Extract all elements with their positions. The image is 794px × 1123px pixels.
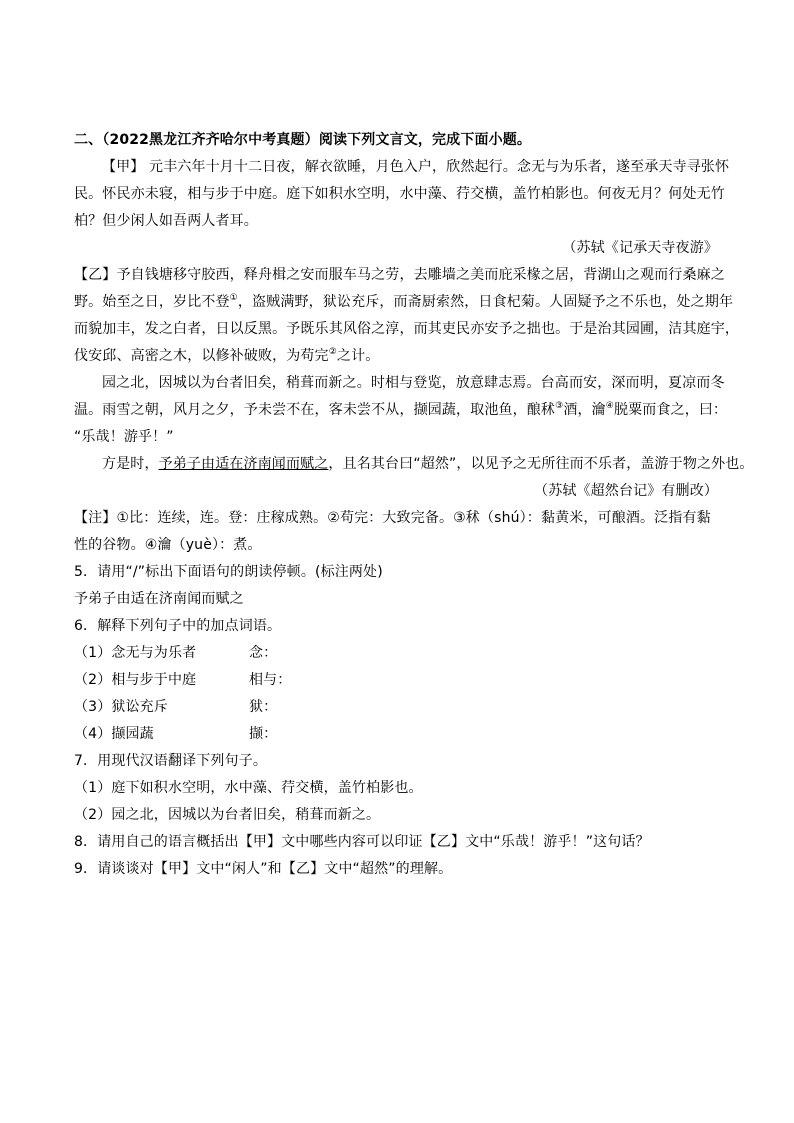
passage-b-text: 温。雨雪之朝，风月之夕，予未尝不在，客未尝不从，撷园蔬，取池鱼，酿秫 <box>74 402 556 418</box>
underlined-sentence: 予弟子由适在济南闻而赋之 <box>158 456 329 472</box>
footnote-marker-4: ④ <box>605 401 614 411</box>
passage-a-line-2: 民。怀民亦未寝，相与步于中庭。庭下如积水空明，水中藻、荇交横，盖竹柏影也。何夜无月？何处无竹 <box>74 186 725 202</box>
passage-a-line-1: 【甲】 元丰六年十月十二日夜，解衣欲睡，月色入户，欣然起行。念无与为乐者，遂至承天寺寻张怀 <box>102 159 730 175</box>
passage-b-text: 酒，瀹 <box>563 402 606 418</box>
passage-b-text: ，盗贼满野，狱讼充斥，而斋厨索然，日食杞菊。人固疑予之不乐也，处之期年 <box>237 294 734 310</box>
q6-word: 相与： <box>249 672 292 688</box>
passage-b-line-1: 【乙】予自钱塘移守胶西，释舟楫之安而服车马之劳，去雕墙之美而庇采椽之居，背湖山之观而行桑麻之 <box>74 267 725 283</box>
footnote-marker-3: ③ <box>555 401 564 411</box>
q6-sentence: （3）狱讼充斥 <box>74 699 168 715</box>
q6-sentence: （1）念无与为乐者 <box>74 645 197 661</box>
passage-a-line-3: 柏？但少闲人如吾两人者耳。 <box>74 213 258 229</box>
question-5-prompt: 5．请用“/”标出下面语句的朗读停顿。(标注两处) <box>74 564 383 580</box>
question-7-item-1: （1）庭下如积水空明，水中藻、荇交横，盖竹柏影也。 <box>74 780 423 796</box>
question-6-item-1 <box>74 640 724 667</box>
q6-sentence: （4）撷园蔬 <box>74 726 154 742</box>
question-5-sentence: 予弟子由适在济南闻而赋之 <box>74 591 244 607</box>
passage-b-text: ，且名其台曰“超然”，以见予之无所往而不乐者，盖游于物之外也。 <box>328 456 754 472</box>
notes-line-1: 【注】①比：连续，连。登：庄稼成熟。②苟完：大致完备。③秫（shú）：黏黄米，可酿酒。泛指有黏 <box>74 510 711 526</box>
passage-b-line-2 <box>74 289 734 316</box>
passage-b-p2-line-3: “乐哉！游乎！” <box>74 429 174 445</box>
passage-b-text: 脱粟而食之，曰： <box>614 402 728 418</box>
passage-b-line-3: 而貌加丰，发之白者，日以反黑。予既乐其风俗之淳，而其吏民亦安予之拙也。于是治其园圃，洁其庭宇， <box>74 321 740 337</box>
footnote-marker-1: ① <box>229 293 238 303</box>
q6-word: 念： <box>249 645 278 661</box>
passage-b-text: 伐安邱、高密之木，以修补破败，为苟完 <box>74 348 329 364</box>
question-6-prompt: 6．解释下列句子中的加点词语。 <box>74 618 282 634</box>
passage-b-source: （苏轼《超然台记》有删改） <box>534 483 718 499</box>
passage-b-text: 之计。 <box>336 348 380 364</box>
question-8: 8．请用自己的语言概括出【甲】文中哪些内容可以印证【乙】文中“乐哉！游乎！”这句话？ <box>74 834 650 850</box>
question-7-prompt: 7．用现代汉语翻译下列句子。 <box>74 753 268 769</box>
question-6-item-2 <box>74 667 724 694</box>
q6-word: 撷： <box>249 726 278 742</box>
question-9: 9．请谈谈对【甲】文中“闲人”和【乙】文中“超然”的理解。 <box>74 861 453 877</box>
passage-b-p2-line-2 <box>74 397 728 424</box>
section-title: 二、（2022黑龙江齐齐哈尔中考真题）阅读下列文言文，完成下面小题。 <box>74 132 532 148</box>
passage-b-p3 <box>74 451 754 478</box>
question-7-item-2: （2）园之北，因城以为台者旧矣，稍葺而新之。 <box>74 807 381 823</box>
q6-word: 狱： <box>249 699 278 715</box>
notes-line-2: 性的谷物。④瀹（yuè）：煮。 <box>74 537 262 553</box>
q6-sentence: （2）相与步于中庭 <box>74 672 197 688</box>
document-body <box>74 127 754 883</box>
footnote-marker-2: ② <box>328 347 337 357</box>
passage-b-line-4 <box>74 343 724 370</box>
question-6-item-4 <box>74 721 724 748</box>
passage-a-source: （苏轼《记承天寺夜游》 <box>562 240 718 256</box>
question-6-item-3 <box>74 694 724 721</box>
passage-b-text: 野。始至之日，岁比不登 <box>74 294 230 310</box>
passage-b-p2-line-1: 园之北，因城以为台者旧矣，稍葺而新之。时相与登览，放意肆志焉。台高而安，深而明，夏凉而冬 <box>102 375 725 391</box>
passage-b-text: 方是时， <box>102 456 159 472</box>
